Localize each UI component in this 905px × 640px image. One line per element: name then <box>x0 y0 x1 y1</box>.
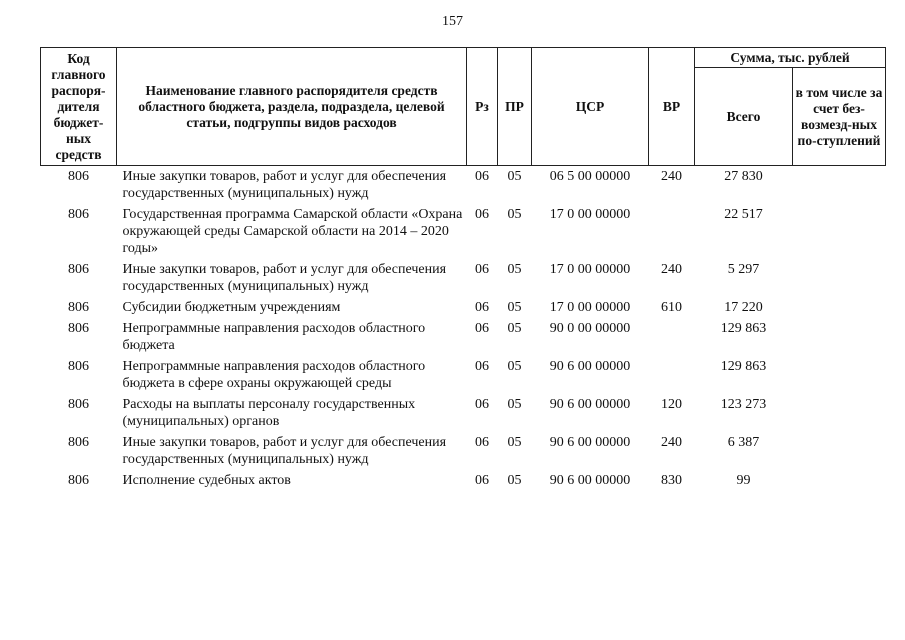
cell-name: Субсидии бюджетным учреждениям <box>122 300 341 315</box>
cell-pr: 05 <box>507 169 522 184</box>
cell-total: 129 863 <box>720 321 767 336</box>
cell-name: Иные закупки товаров, работ и услуг для обеспечения государственных (муниципальных) нужд <box>122 435 447 467</box>
cell-vr <box>649 358 695 396</box>
page-number: 157 <box>442 14 463 29</box>
cell-csr: 90 6 00 00000 <box>549 435 631 450</box>
cell-free <box>793 434 886 472</box>
table-row <box>41 472 886 493</box>
header-code: Код главного распоря-дителя бюджет-ных средств <box>41 48 117 166</box>
table-row <box>41 358 886 396</box>
cell-csr: 06 5 00 00000 <box>549 169 631 184</box>
cell-free <box>793 261 886 299</box>
cell-vr <box>649 206 695 261</box>
cell-pr: 05 <box>507 359 522 374</box>
cell-rz: 06 <box>475 397 489 412</box>
header-name: Наименование главного распорядителя средств областного бюджета, раздела, подраздела, целевой статьи, подгруппы видов расходов <box>117 48 467 166</box>
cell-vr: 240 <box>661 435 682 450</box>
cell-csr: 90 0 00 00000 <box>549 321 631 336</box>
cell-free <box>793 166 886 207</box>
cell-rz: 06 <box>475 473 489 488</box>
cell-vr: 120 <box>661 397 682 412</box>
budget-table <box>40 47 886 493</box>
header-csr: ЦСР <box>532 48 649 166</box>
cell-code: 806 <box>68 169 89 184</box>
cell-vr: 240 <box>661 262 682 277</box>
cell-name: Исполнение судебных актов <box>122 473 291 488</box>
cell-csr: 17 0 00 00000 <box>549 262 631 277</box>
cell-code: 806 <box>68 473 89 488</box>
header-free: в том числе за счет без-возмезд-ных по-ступлений <box>793 68 886 166</box>
cell-name: Расходы на выплаты персоналу государственных (муниципальных) органов <box>122 397 416 429</box>
cell-code: 806 <box>68 262 89 277</box>
cell-code: 806 <box>68 359 89 374</box>
cell-total: 17 220 <box>724 300 763 315</box>
cell-csr: 17 0 00 00000 <box>549 207 631 222</box>
cell-code: 806 <box>68 397 89 412</box>
cell-total: 27 830 <box>724 169 763 184</box>
cell-total: 129 863 <box>720 359 767 374</box>
cell-code: 806 <box>68 207 89 222</box>
table-row <box>41 166 886 207</box>
cell-pr: 05 <box>507 321 522 336</box>
cell-free <box>793 320 886 358</box>
cell-free <box>793 472 886 493</box>
table-row <box>41 320 886 358</box>
cell-code: 806 <box>68 321 89 336</box>
header-vr: ВР <box>649 48 695 166</box>
cell-rz: 06 <box>475 300 489 315</box>
cell-pr: 05 <box>507 300 522 315</box>
cell-rz: 06 <box>475 435 489 450</box>
cell-rz: 06 <box>475 262 489 277</box>
cell-free <box>793 358 886 396</box>
table-row <box>41 434 886 472</box>
table-row <box>41 299 886 320</box>
cell-name: Иные закупки товаров, работ и услуг для обеспечения государственных (муниципальных) нужд <box>122 169 447 201</box>
cell-vr: 610 <box>661 300 682 315</box>
cell-name: Государственная программа Самарской области «Охрана окружающей среды Самарской области на 2014 – 2020 годы» <box>122 207 463 256</box>
cell-rz: 06 <box>475 321 489 336</box>
cell-total: 22 517 <box>724 207 763 222</box>
table-row <box>41 396 886 434</box>
header-total: Всего <box>695 68 793 166</box>
table-row <box>41 206 886 261</box>
cell-free <box>793 299 886 320</box>
cell-free <box>793 396 886 434</box>
cell-name: Непрограммные направления расходов областного бюджета в сфере охраны окружающей среды <box>122 359 426 391</box>
cell-free <box>793 206 886 261</box>
cell-rz: 06 <box>475 359 489 374</box>
cell-total: 123 273 <box>720 397 767 412</box>
header-pr: ПР <box>498 48 532 166</box>
cell-pr: 05 <box>507 397 522 412</box>
table-row <box>41 261 886 299</box>
header-sum: Сумма, тыс. рублей <box>695 48 886 68</box>
cell-vr: 240 <box>661 169 682 184</box>
cell-rz: 06 <box>475 207 489 222</box>
cell-pr: 05 <box>507 473 522 488</box>
cell-vr <box>649 320 695 358</box>
cell-csr: 17 0 00 00000 <box>549 300 631 315</box>
cell-total: 6 387 <box>727 435 760 450</box>
cell-code: 806 <box>68 300 89 315</box>
header-rz: Рз <box>467 48 498 166</box>
cell-pr: 05 <box>507 435 522 450</box>
cell-total: 5 297 <box>727 262 760 277</box>
cell-pr: 05 <box>507 262 522 277</box>
cell-code: 806 <box>68 435 89 450</box>
cell-pr: 05 <box>507 207 522 222</box>
cell-csr: 90 6 00 00000 <box>549 359 631 374</box>
cell-csr: 90 6 00 00000 <box>549 473 631 488</box>
cell-rz: 06 <box>475 169 489 184</box>
cell-name: Непрограммные направления расходов областного бюджета <box>122 321 426 353</box>
cell-csr: 90 6 00 00000 <box>549 397 631 412</box>
cell-name: Иные закупки товаров, работ и услуг для обеспечения государственных (муниципальных) нужд <box>122 262 447 294</box>
cell-total: 99 <box>736 473 751 488</box>
cell-vr: 830 <box>661 473 682 488</box>
